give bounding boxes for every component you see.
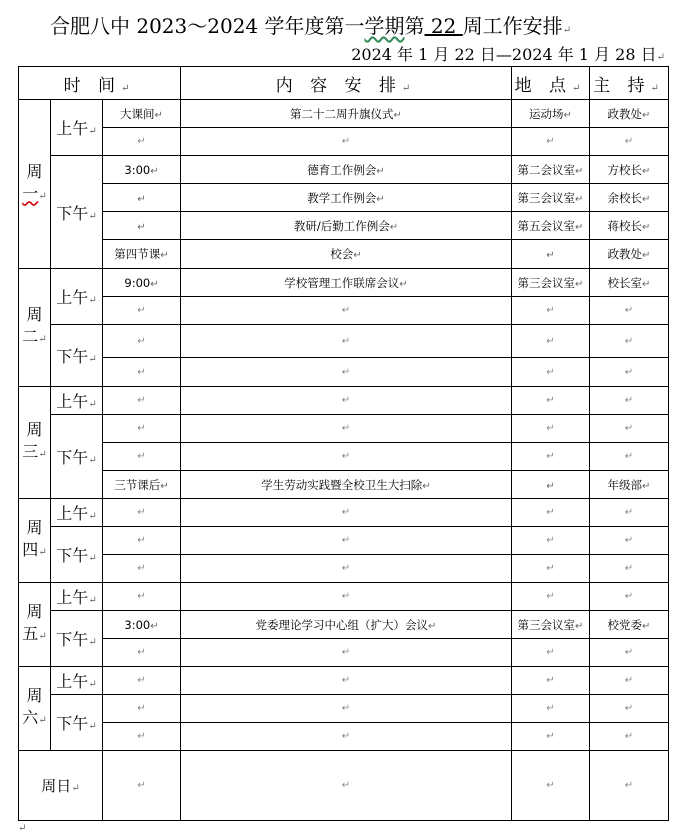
- cell-place: 第三会议室↵: [512, 184, 590, 212]
- table-row: [19, 128, 669, 156]
- cell-place: ↵: [512, 639, 590, 667]
- cell-host: ↵: [590, 751, 669, 821]
- cell-time: ↵: [103, 555, 181, 583]
- cell-place: 第二会议室↵: [512, 156, 590, 184]
- cell-host: 方校长↵: [590, 156, 669, 184]
- header-row: [19, 67, 669, 100]
- cell-place: ↵: [512, 387, 590, 415]
- table-row: [19, 611, 669, 639]
- cell-time: ↵: [103, 499, 181, 527]
- cell-time: 大课间↵: [103, 100, 181, 128]
- cell-time: ↵: [103, 667, 181, 695]
- cell-time: ↵: [103, 723, 181, 751]
- cell-time: ↵: [103, 583, 181, 611]
- cell-content: ↵: [181, 499, 512, 527]
- period-afternoon: 下午↵: [51, 527, 103, 583]
- cell-host: 校党委↵: [590, 611, 669, 639]
- period-morning: 上午↵: [51, 499, 103, 527]
- cell-content: ↵: [181, 555, 512, 583]
- period-afternoon: 下午↵: [51, 325, 103, 387]
- date-range: 2024 年 1 月 22 日—2024 年 1 月 28 日↵: [351, 45, 665, 64]
- cell-time: ↵: [103, 325, 181, 358]
- cell-place: ↵: [512, 297, 590, 325]
- cell-host: ↵: [590, 583, 669, 611]
- paragraph-mark: ↵: [18, 823, 27, 834]
- document-title: 合肥八中 2023～2024 学年度第一学期第 22 周工作安排↵: [50, 14, 572, 38]
- cell-content: ↵: [181, 751, 512, 821]
- table-row: [19, 100, 669, 128]
- cell-host: 蒋校长↵: [590, 212, 669, 240]
- period-morning: 上午↵: [51, 667, 103, 695]
- cell-host: ↵: [590, 667, 669, 695]
- table-row: [19, 212, 669, 240]
- cell-place: ↵: [512, 240, 590, 269]
- cell-content: 校会↵: [181, 240, 512, 269]
- table-row: [19, 499, 669, 527]
- table-row: [19, 240, 669, 269]
- cell-place: 第三会议室↵: [512, 269, 590, 297]
- cell-host: ↵: [590, 639, 669, 667]
- cell-content: 党委理论学习中心组（扩大）会议↵: [181, 611, 512, 639]
- cell-time: ↵: [103, 184, 181, 212]
- cell-place: ↵: [512, 415, 590, 443]
- col-header-time: 时 间↵: [19, 67, 181, 100]
- cell-time: 3:00↵: [103, 611, 181, 639]
- table-row: [19, 156, 669, 184]
- period-afternoon: 下午↵: [51, 695, 103, 751]
- cell-time: ↵: [103, 297, 181, 325]
- cell-place: ↵: [512, 325, 590, 358]
- cell-time: 3:00↵: [103, 156, 181, 184]
- period-afternoon: 下午↵: [51, 415, 103, 499]
- cell-content: 学校管理工作联席会议↵: [181, 269, 512, 297]
- period-morning: 上午↵: [51, 100, 103, 156]
- cell-place: ↵: [512, 471, 590, 499]
- table-row: [19, 387, 669, 415]
- day-label-mon: 周 一↵: [19, 100, 51, 269]
- cell-host: 年级部↵: [590, 471, 669, 499]
- cell-place: ↵: [512, 583, 590, 611]
- cell-host: ↵: [590, 499, 669, 527]
- cell-place: ↵: [512, 443, 590, 471]
- cell-content: ↵: [181, 667, 512, 695]
- cell-place: ↵: [512, 751, 590, 821]
- cell-host: 校长室↵: [590, 269, 669, 297]
- cell-content: 教研/后勤工作例会↵: [181, 212, 512, 240]
- cell-host: ↵: [590, 527, 669, 555]
- cell-time: ↵: [103, 358, 181, 387]
- col-header-place: 地 点↵: [512, 67, 590, 100]
- cell-time: ↵: [103, 751, 181, 821]
- period-morning: 上午↵: [51, 387, 103, 415]
- cell-time: ↵: [103, 639, 181, 667]
- table-row: [19, 184, 669, 212]
- cell-content: 第二十二周升旗仪式↵: [181, 100, 512, 128]
- cell-time: ↵: [103, 695, 181, 723]
- cell-host: 政教处↵: [590, 240, 669, 269]
- table-row: [19, 325, 669, 358]
- table-row-sunday: [19, 751, 669, 821]
- table-row: [19, 667, 669, 695]
- table-row: [19, 415, 669, 443]
- cell-host: ↵: [590, 723, 669, 751]
- cell-content: ↵: [181, 128, 512, 156]
- day-label-tue: 周 二↵: [19, 269, 51, 387]
- cell-content: 教学工作例会↵: [181, 184, 512, 212]
- cell-host: ↵: [590, 297, 669, 325]
- cell-place: ↵: [512, 358, 590, 387]
- cell-content: ↵: [181, 583, 512, 611]
- cell-place: ↵: [512, 695, 590, 723]
- cell-host: ↵: [590, 443, 669, 471]
- cell-content: ↵: [181, 723, 512, 751]
- cell-content: ↵: [181, 415, 512, 443]
- cell-place: ↵: [512, 499, 590, 527]
- cell-content: ↵: [181, 387, 512, 415]
- table-row: [19, 443, 669, 471]
- day-label-wed: 周 三↵: [19, 387, 51, 499]
- cell-time: ↵: [103, 387, 181, 415]
- period-morning: 上午↵: [51, 269, 103, 325]
- cell-content: 德育工作例会↵: [181, 156, 512, 184]
- cell-content: 学生劳动实践暨全校卫生大扫除↵: [181, 471, 512, 499]
- cell-place: 第五会议室↵: [512, 212, 590, 240]
- table-row: [19, 471, 669, 499]
- cell-content: ↵: [181, 443, 512, 471]
- week-number: 22: [424, 14, 463, 38]
- cell-place: 运动场↵: [512, 100, 590, 128]
- table-row: [19, 527, 669, 555]
- cell-place: ↵: [512, 723, 590, 751]
- cell-host: ↵: [590, 555, 669, 583]
- col-header-host: 主 持↵: [590, 67, 669, 100]
- cell-content: ↵: [181, 325, 512, 358]
- cell-time: ↵: [103, 128, 181, 156]
- table-row: [19, 297, 669, 325]
- cell-place: ↵: [512, 667, 590, 695]
- table-row: [19, 639, 669, 667]
- cell-place: 第三会议室↵: [512, 611, 590, 639]
- cell-time: 第四节课↵: [103, 240, 181, 269]
- cell-host: ↵: [590, 695, 669, 723]
- day-label-sat: 周 六↵: [19, 667, 51, 751]
- cell-time: ↵: [103, 443, 181, 471]
- period-morning: 上午↵: [51, 583, 103, 611]
- col-header-content: 内 容 安 排↵: [181, 67, 512, 100]
- cell-place: ↵: [512, 128, 590, 156]
- period-afternoon: 下午↵: [51, 156, 103, 269]
- day-label-fri: 周 五↵: [19, 583, 51, 667]
- table-row: [19, 555, 669, 583]
- table-row: [19, 695, 669, 723]
- day-label-sun: 周日↵: [19, 751, 103, 821]
- cell-time: ↵: [103, 212, 181, 240]
- cell-time: ↵: [103, 527, 181, 555]
- cell-host: ↵: [590, 415, 669, 443]
- table-row: [19, 358, 669, 387]
- cell-content: ↵: [181, 297, 512, 325]
- cell-time: ↵: [103, 415, 181, 443]
- cell-host: ↵: [590, 325, 669, 358]
- cell-content: ↵: [181, 527, 512, 555]
- cell-host: 余校长↵: [590, 184, 669, 212]
- cell-place: ↵: [512, 527, 590, 555]
- table-row: [19, 723, 669, 751]
- cell-content: ↵: [181, 695, 512, 723]
- period-afternoon: 下午↵: [51, 611, 103, 667]
- table-row: [19, 583, 669, 611]
- cell-host: ↵: [590, 358, 669, 387]
- cell-time: 三节课后↵: [103, 471, 181, 499]
- cell-host: 政教处↵: [590, 100, 669, 128]
- cell-place: ↵: [512, 555, 590, 583]
- cell-time: 9:00↵: [103, 269, 181, 297]
- cell-host: ↵: [590, 387, 669, 415]
- cell-content: ↵: [181, 639, 512, 667]
- day-label-thu: 周 四↵: [19, 499, 51, 583]
- schedule-table: [18, 66, 669, 821]
- cell-content: ↵: [181, 358, 512, 387]
- cell-host: ↵: [590, 128, 669, 156]
- table-row: [19, 269, 669, 297]
